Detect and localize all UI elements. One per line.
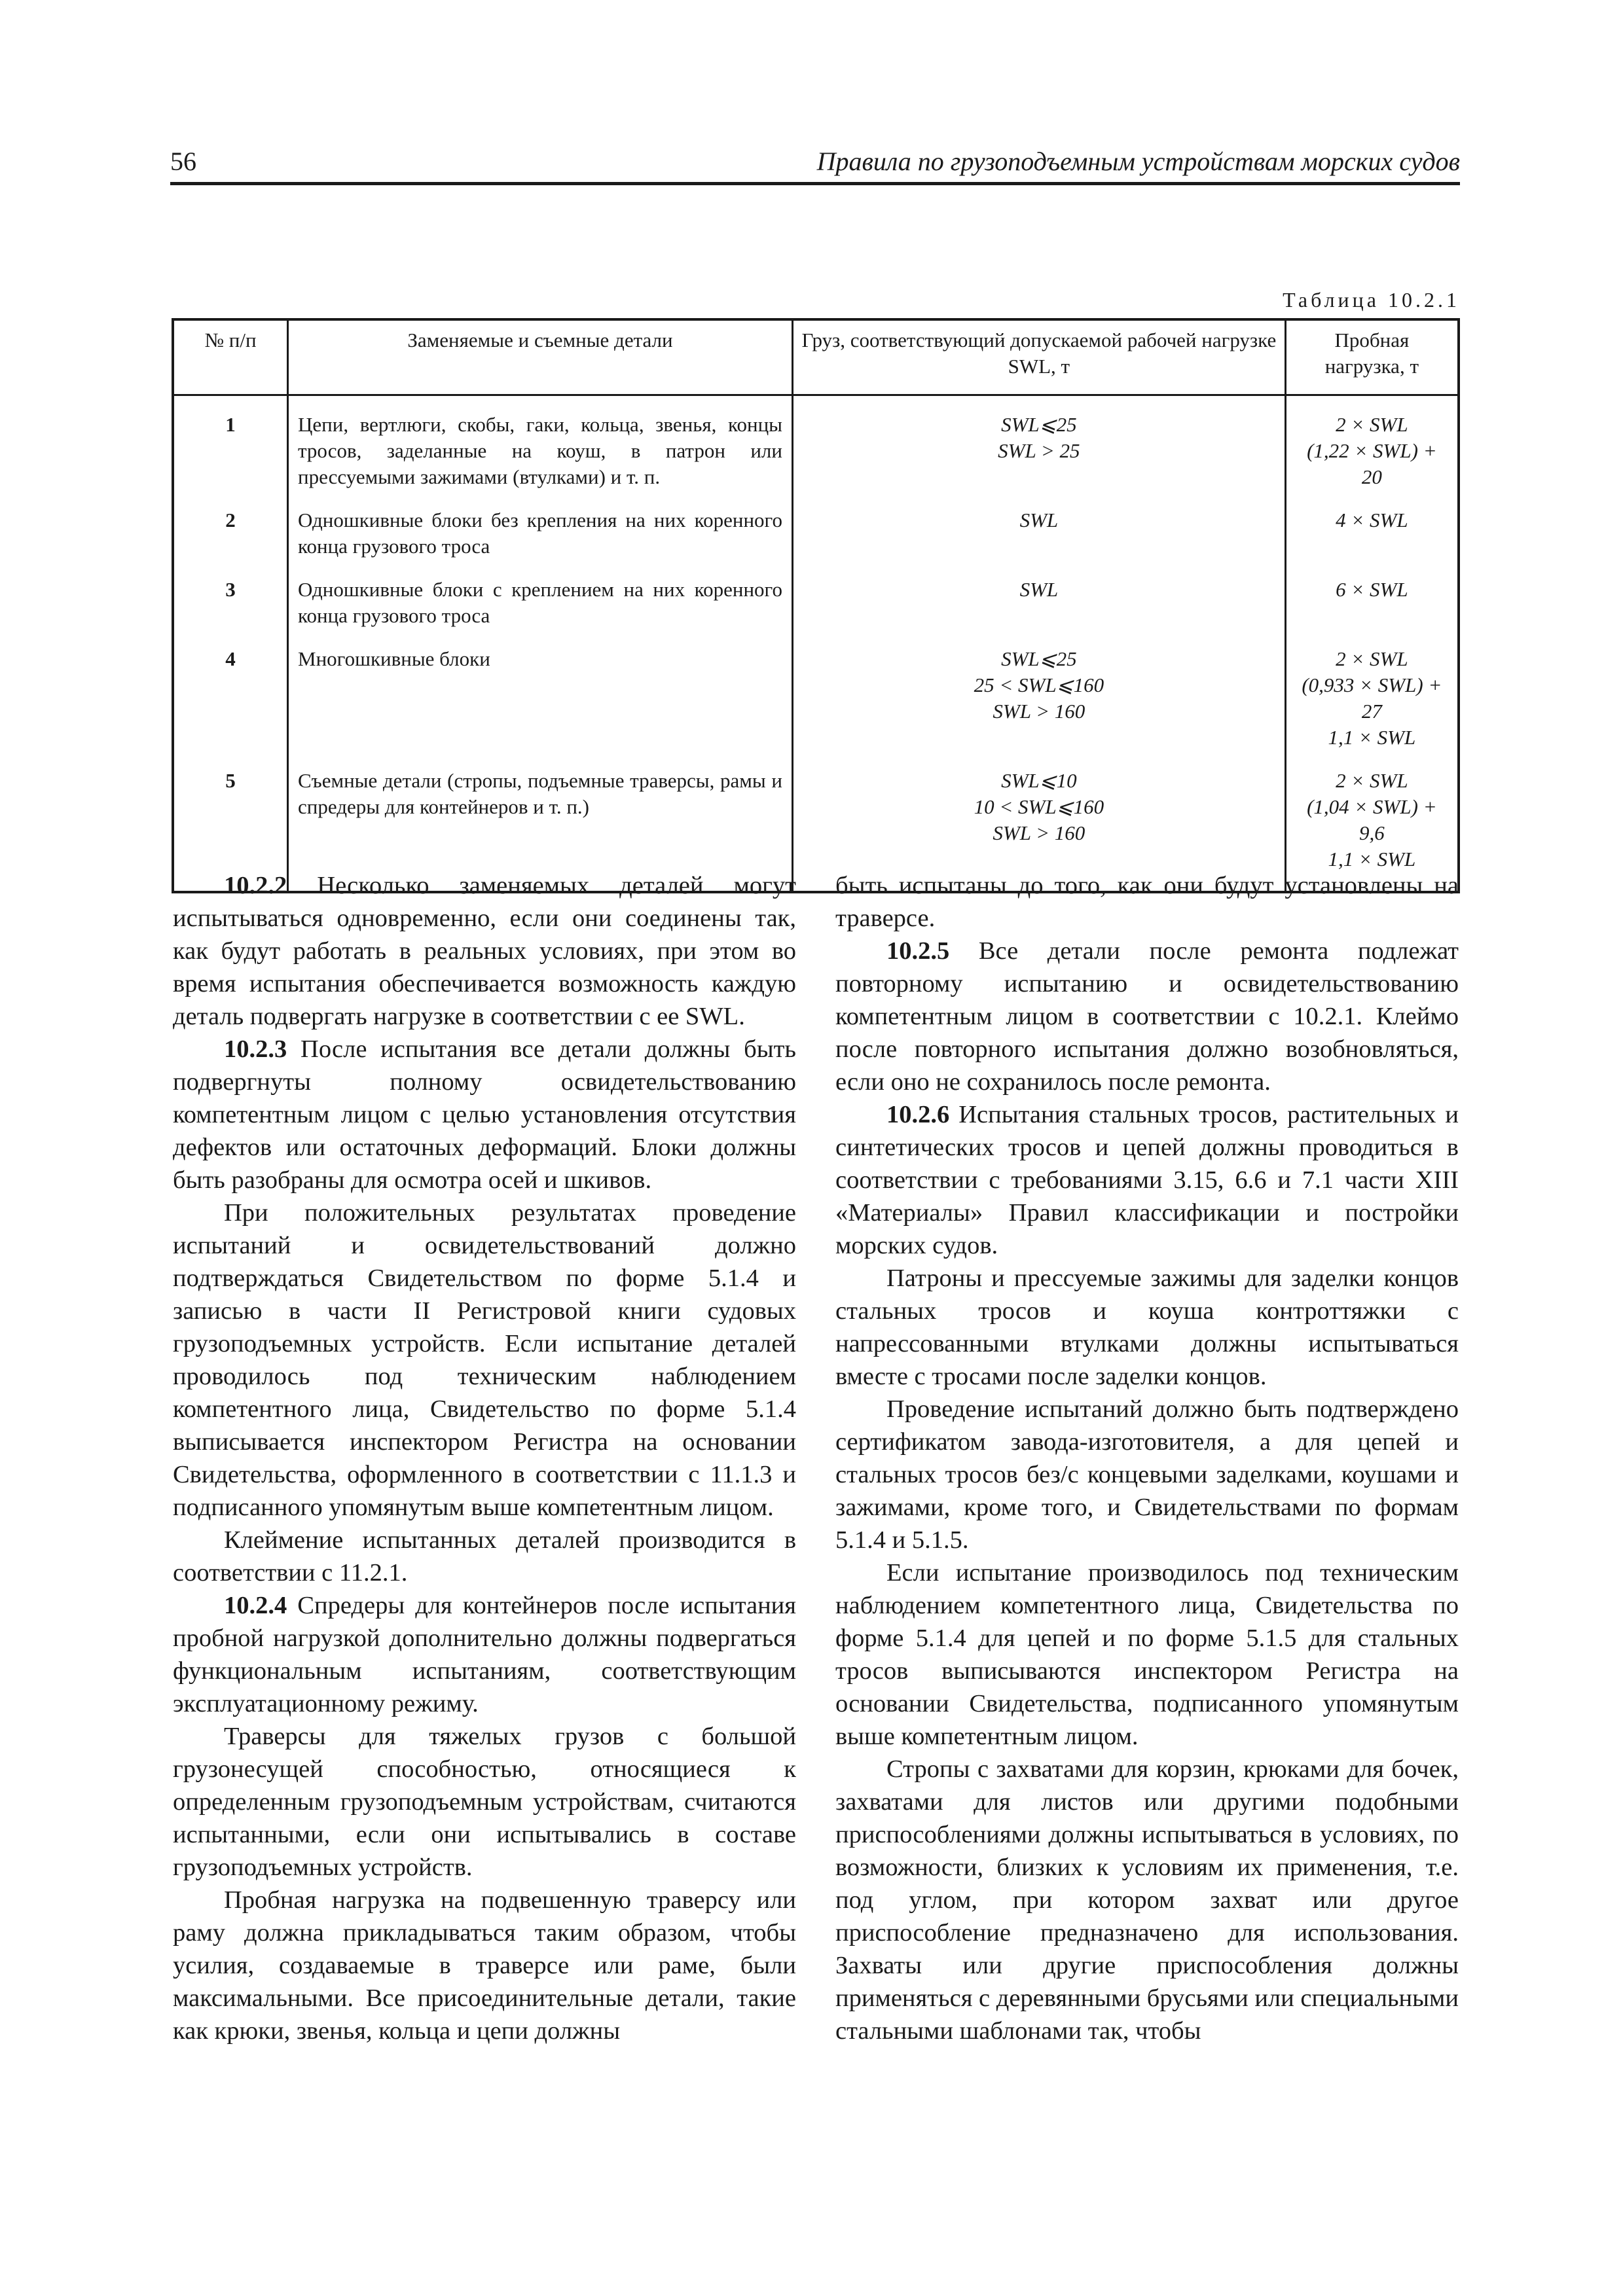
swl-value: SWL⩽25 <box>1001 413 1077 436</box>
row-number: 3 <box>173 569 288 638</box>
paragraph-number: 10.2.6 <box>886 1101 950 1128</box>
table-body <box>173 395 1459 893</box>
paragraph-text: Испытания стальных тросов, растительных и синтетических тросов и цепей должны проводиться в соответствии с требованиями 3.15, 6.6 и 7.1 части XIII «Материалы» Правил классификации и постройки морских судов. <box>835 1101 1459 1259</box>
test-load-table <box>172 318 1460 893</box>
paragraph-number: 10.2.5 <box>886 937 950 965</box>
row-swl-load <box>793 395 1286 500</box>
paragraph <box>835 1098 1459 1262</box>
paragraph-number: 10.2.3 <box>224 1035 287 1063</box>
table-row <box>173 499 1459 569</box>
paragraph-text: Пробная нагрузка на подвешенную траверсу или раму должна прикладываться таким образом, чтобы усилия, создаваемые в траверсе или раме, были максимальными. Все присоединительные детали, такие как крюки, звенья, кольца и цепи должны <box>173 1886 796 2045</box>
test-load-value: 6 × SWL <box>1336 578 1408 601</box>
table-header-row <box>173 319 1459 395</box>
paragraph-text: Траверсы для тяжелых грузов с большой грузонесущей способностью, относящиеся к определенным грузоподъемным устройствам, считаются испытанными, если они испытывались в составе грузоподъемных устройств. <box>173 1723 796 1881</box>
paragraph <box>173 1033 796 1196</box>
paragraph <box>835 869 1459 935</box>
row-swl-load <box>793 638 1286 760</box>
paragraph-text: Клеймение испытанных деталей производится в соответствии с 11.2.1. <box>173 1526 796 1587</box>
paragraph-number: 10.2.4 <box>224 1592 287 1619</box>
row-swl-load <box>793 569 1286 638</box>
paragraph-text: При положительных результатах проведение испытаний и освидетельствований должно подтверждаться Свидетельством по форме 5.1.4 и записью в части II Регистровой книги судовых грузоподъемных устройств. Если испытание деталей проводилось под техническим наблюдением компетентного лица, Свидетельство по форме 5.1.4 выписывается инспектором Регистра на основании Свидетельства, оформленного в соответствии с 11.1.3 и подписанного упомянутым выше компетентным лицом. <box>173 1199 796 1521</box>
header-parts: Заменяемые и съемные детали <box>288 319 793 395</box>
test-load-value: (0,933 × SWL) + 27 <box>1302 673 1442 723</box>
paragraph <box>173 1589 796 1720</box>
row-description: Многошкивные блоки <box>288 638 793 760</box>
swl-value: SWL <box>1019 578 1059 601</box>
swl-value: 10 < SWL⩽160 <box>974 795 1104 818</box>
paragraph-text: Патроны и прессуемые зажимы для заделки концов стальных тросов и коуша контроттяжки с напрессованными втулками должны испытываться вместе с тросами после заделки концов. <box>835 1265 1459 1390</box>
test-load-value: (1,22 × SWL) + 20 <box>1307 439 1437 488</box>
paragraph-text: быть испытаны до того, как они будут установлены на траверсе. <box>835 872 1459 932</box>
header-swl-load: Груз, соответствующий допускаемой рабочей нагрузке SWL, т <box>793 319 1286 395</box>
row-number: 5 <box>173 760 288 892</box>
paragraph-text: Стропы с захватами для корзин, крюками для бочек, захватами для листов или другими подобными приспособлениями должны испытываться в условиях, по возможности, близких к условиям их применения, т.е. под углом, при котором захват или другое приспособление предназначено для использования. Захваты или другие приспособления должны применяться с деревянными брусьями или специальными стальными шаблонами так, чтобы <box>835 1755 1459 2045</box>
paragraph <box>173 869 796 1033</box>
test-load-value: 2 × SWL <box>1336 769 1408 792</box>
swl-value: 25 < SWL⩽160 <box>974 673 1104 696</box>
paragraph <box>835 1556 1459 1753</box>
paragraph-text: Все детали после ремонта подлежат повторному испытанию и освидетельствованию компетентным лицом в соответствии с 10.2.1. Клеймо после повторного испытания должно возобновляться, если оно не сохранилось после ремонта. <box>835 937 1459 1096</box>
table-row <box>173 638 1459 760</box>
paragraph <box>835 1262 1459 1393</box>
row-test-load <box>1285 395 1459 500</box>
test-load-value: 4 × SWL <box>1336 509 1408 531</box>
swl-value: SWL⩽25 <box>1001 647 1077 670</box>
row-description: Съемные детали (стропы, подъемные траверсы, рамы и спредеры для контейнеров и т. п.) <box>288 760 793 892</box>
paragraph <box>173 1720 796 1884</box>
paragraph <box>835 1393 1459 1556</box>
swl-value: SWL > 160 <box>993 700 1085 723</box>
row-test-load <box>1285 569 1459 638</box>
swl-value: SWL > 25 <box>998 439 1080 462</box>
swl-value: SWL > 160 <box>993 821 1085 844</box>
paragraph <box>173 1196 796 1524</box>
paragraph-text: Если испытание производилось под техническим наблюдением компетентного лица, Свидетельства по форме 5.1.4 для цепей и по форме 5.1.5 для стальных тросов выписываются инспектором Регистра на основании Свидетельства, подписанного упомянутым выше компетентным лицом. <box>835 1559 1459 1750</box>
row-number: 2 <box>173 499 288 569</box>
header-test-load: Пробная нагрузка, т <box>1285 319 1459 395</box>
header-number: № п/п <box>173 319 288 395</box>
row-test-load <box>1285 499 1459 569</box>
paragraph <box>173 1524 796 1589</box>
right-text-column <box>835 869 1459 2047</box>
swl-value: SWL <box>1019 509 1059 531</box>
paragraph-text: Несколько заменяемых деталей могут испытываться одновременно, если они соединены так, как будут работать в реальных условиях, при этом во время испытания обеспечивается возможность каждую деталь подвергать нагрузке в соответствии с ее SWL. <box>173 872 796 1030</box>
left-text-column <box>173 869 796 2047</box>
row-description: Одношкивные блоки без крепления на них коренного конца грузового троса <box>288 499 793 569</box>
row-description: Одношкивные блоки с креплением на них коренного конца грузового троса <box>288 569 793 638</box>
row-description: Цепи, вертлюги, скобы, гаки, кольца, звенья, концы тросов, заделанные на коуш, в патрон или прессуемыми зажимами (втулками) и т. п. <box>288 395 793 500</box>
page-number: 56 <box>170 147 196 176</box>
table-row <box>173 569 1459 638</box>
paragraph-number: 10.2.2 <box>224 872 287 899</box>
row-number: 4 <box>173 638 288 760</box>
test-load-value: 1,1 × SWL <box>1328 726 1416 749</box>
test-load-value: 2 × SWL <box>1336 413 1408 436</box>
running-header <box>170 145 1460 185</box>
paragraph-text: Спредеры для контейнеров после испытания пробной нагрузкой дополнительно должны подвергаться функциональным испытаниям, соответствующим эксплуатационному режиму. <box>173 1592 796 1717</box>
row-test-load <box>1285 638 1459 760</box>
paragraph-text: После испытания все детали должны быть подвергнуты полному освидетельствованию компетентным лицом с целью установления отсутствия дефектов или остаточных деформаций. Блоки должны быть разобраны для осмотра осей и шкивов. <box>173 1035 796 1194</box>
test-load-value: 2 × SWL <box>1336 647 1408 670</box>
swl-value: SWL⩽10 <box>1001 769 1077 792</box>
table-caption: Таблица 10.2.1 <box>1283 288 1460 312</box>
paragraph <box>835 1753 1459 2047</box>
paragraph <box>835 935 1459 1098</box>
row-number: 1 <box>173 395 288 500</box>
test-load-value: (1,04 × SWL) + 9,6 <box>1307 795 1437 844</box>
test-load-value: 1,1 × SWL <box>1328 848 1416 870</box>
paragraph-text: Проведение испытаний должно быть подтверждено сертификатом завода-изготовителя, а для цепей и стальных тросов без/с концевыми заделками, коушами и зажимами, кроме того, и Свидетельствами по формам 5.1.4 и 5.1.5. <box>835 1395 1459 1554</box>
paragraph <box>173 1884 796 2047</box>
row-swl-load <box>793 499 1286 569</box>
table-row <box>173 395 1459 500</box>
running-title: Правила по грузоподъемным устройствам морских судов <box>816 147 1460 176</box>
